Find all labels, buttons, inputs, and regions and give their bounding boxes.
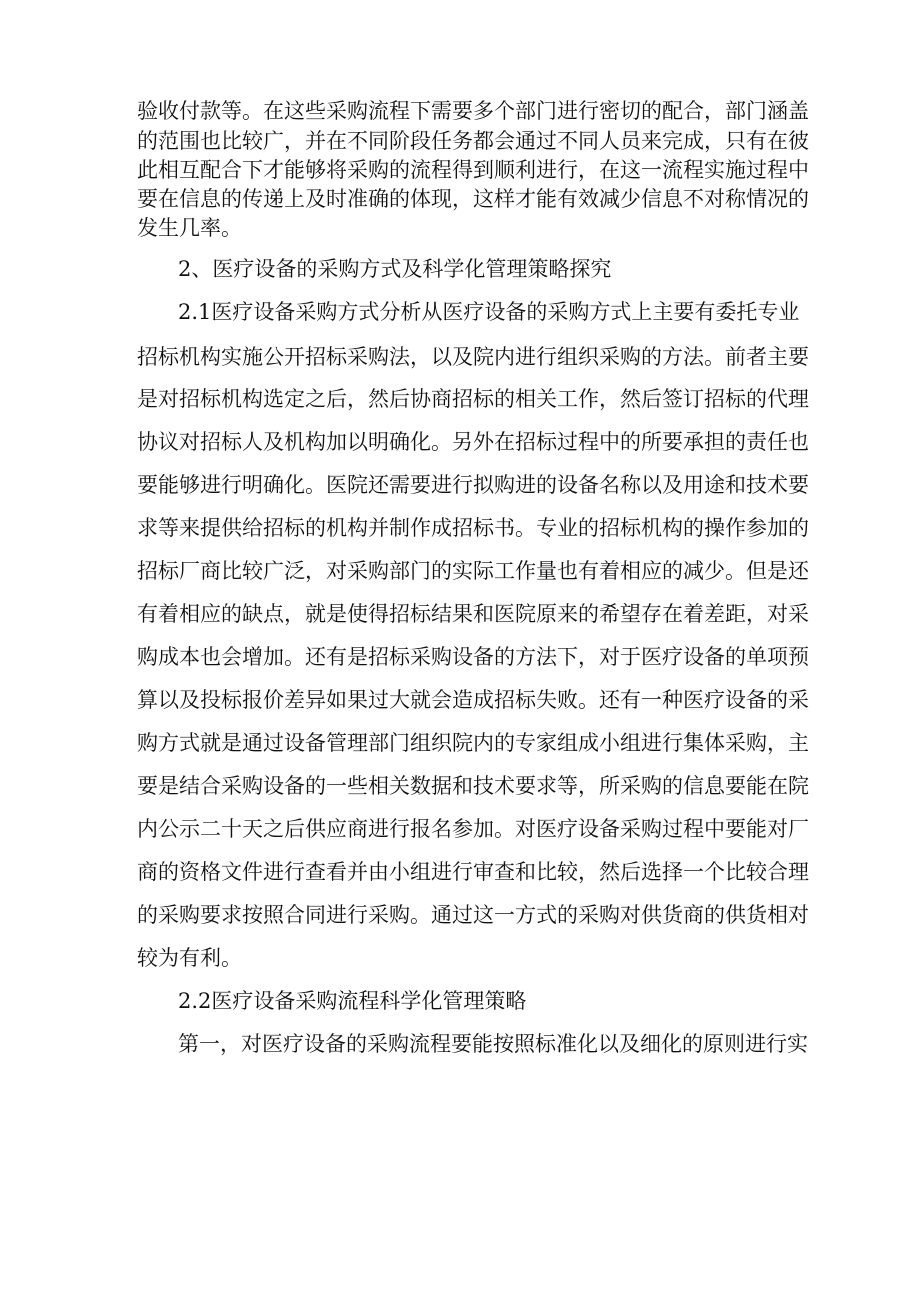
paragraph-2-line: 有着相应的缺点，就是使得招标结果和医院原来的希望存在着差距，对采 (137, 602, 809, 626)
section-heading-2-2: 2.2医疗设备采购流程科学化管理策略 (178, 989, 527, 1013)
paragraph-2-line: 要能够进行明确化。医院还需要进行拟购进的设备名称以及用途和技术要 (137, 473, 809, 497)
paragraph-1-line: 的范围也比较广，并在不同阶段任务都会通过不同人员来完成，只有在彼 (137, 129, 809, 153)
paragraph-2-line: 2.1医疗设备采购方式分析从医疗设备的采购方式上主要有委托专业 (178, 300, 800, 324)
paragraph-1-line: 验收付款等。在这些采购流程下需要多个部门进行密切的配合，部门涵盖 (137, 99, 809, 123)
paragraph-2-line: 协议对招标人及机构加以明确化。另外在招标过程中的所要承担的责任也 (137, 430, 809, 454)
paragraph-1-line: 此相互配合下才能够将采购的流程得到顺利进行，在这一流程实施过程中 (137, 158, 809, 182)
paragraph-2-line: 算以及投标报价差异如果过大就会造成招标失败。还有一种医疗设备的采 (137, 688, 809, 712)
paragraph-1-line: 要在信息的传递上及时准确的体现，这样才能有效减少信息不对称情况的 (137, 187, 809, 211)
paragraph-2-line: 商的资格文件进行查看并由小组进行审查和比较，然后选择一个比较合理 (137, 860, 809, 884)
paragraph-1-line: 发生几率。 (137, 216, 242, 240)
paragraph-2-line: 要是结合采购设备的一些相关数据和技术要求等，所采购的信息要能在院 (137, 774, 809, 798)
paragraph-2-line: 内公示二十天之后供应商进行报名参加。对医疗设备采购过程中要能对厂 (137, 817, 809, 841)
paragraph-2-line: 较为有利。 (137, 946, 242, 970)
paragraph-2-line: 是对招标机构选定之后，然后协商招标的相关工作，然后签订招标的代理 (137, 387, 809, 411)
paragraph-2-line: 购方式就是通过设备管理部门组织院内的专家组成小组进行集体采购，主 (137, 731, 809, 755)
paragraph-2-line: 的采购要求按照合同进行采购。通过这一方式的采购对供货商的供货相对 (137, 903, 809, 927)
section-heading-2: 2、医疗设备的采购方式及科学化管理策略探究 (178, 257, 612, 281)
paragraph-2-line: 求等来提供给招标的机构并制作成招标书。专业的招标机构的操作参加的 (137, 516, 809, 540)
paragraph-2-line: 购成本也会增加。还有是招标采购设备的方法下，对于医疗设备的单项预 (137, 645, 809, 669)
paragraph-2-line: 招标机构实施公开招标采购法，以及院内进行组织采购的方法。前者主要 (137, 345, 809, 369)
paragraph-3-line: 第一，对医疗设备的采购流程要能按照标准化以及细化的原则进行实 (178, 1032, 808, 1056)
paragraph-2-line: 招标厂商比较广泛，对采购部门的实际工作量也有着相应的减少。但是还 (137, 559, 809, 583)
